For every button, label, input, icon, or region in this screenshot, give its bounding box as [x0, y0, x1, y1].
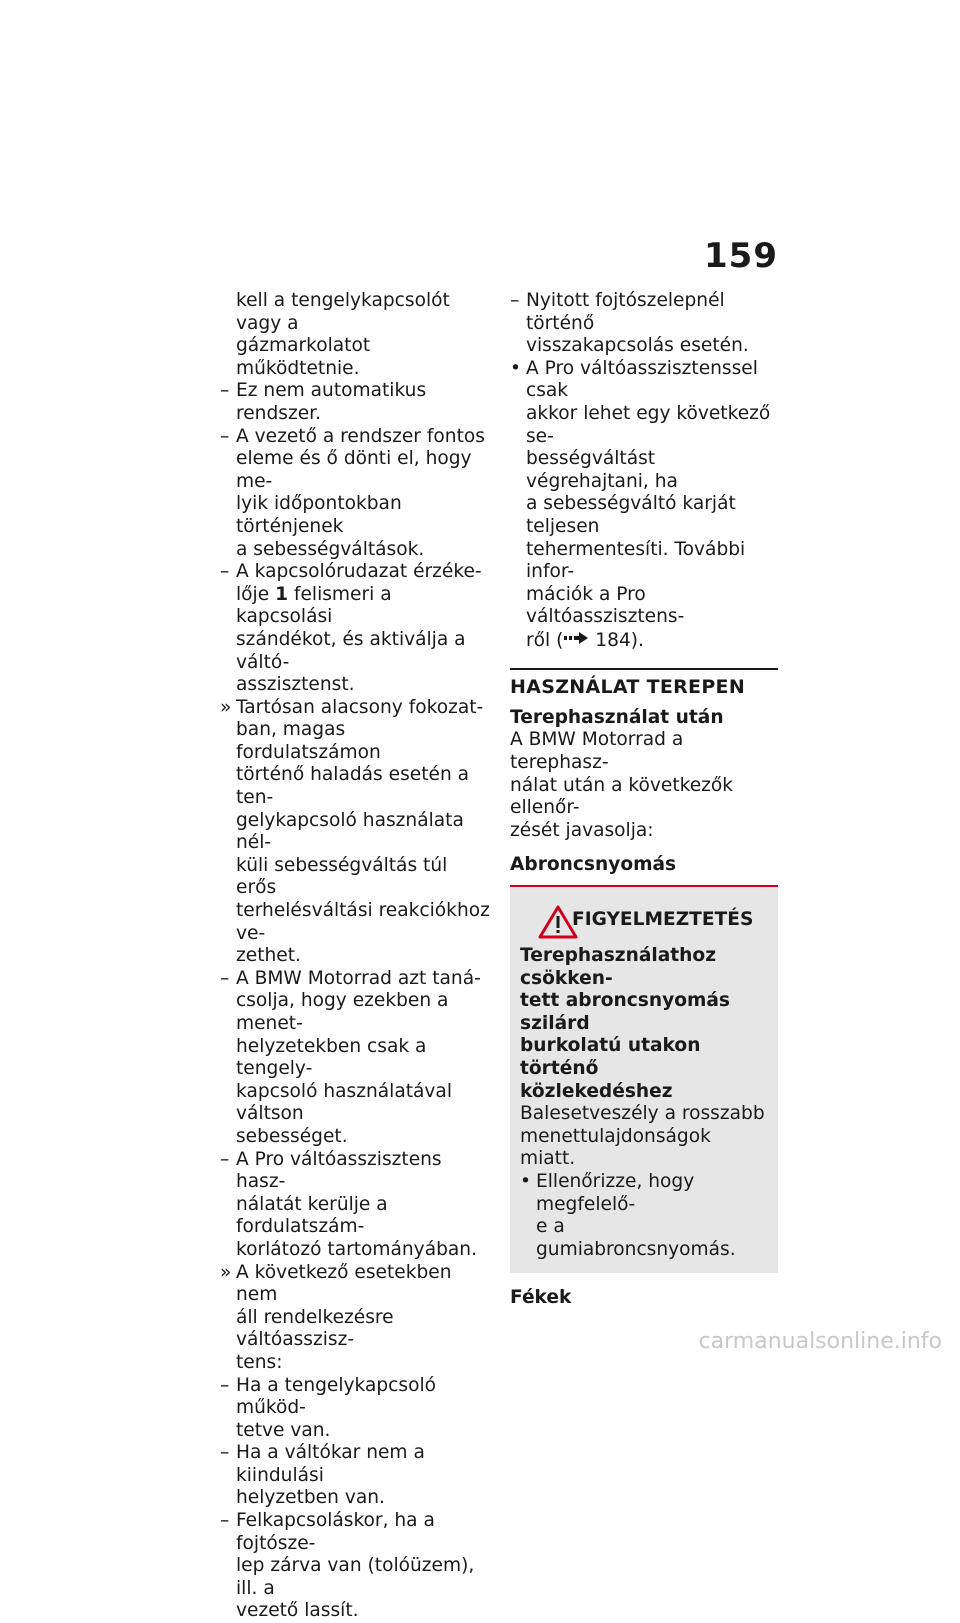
text-line: A BMW Motorrad a terephasz-	[510, 729, 684, 774]
text-line: lep zárva van (tolóüzem), ill. a	[236, 1555, 475, 1599]
text-line: Ez nem automatikus rendszer.	[236, 380, 427, 424]
list-marker: –	[220, 1510, 230, 1532]
list-marker: •	[510, 357, 521, 379]
text-line: tehermentesíti. További infor-	[526, 538, 746, 583]
text-line: terhelésváltási reakciókhoz ve-	[236, 900, 490, 944]
list-marker: –	[220, 1148, 230, 1170]
arrow-right-icon[interactable]	[563, 629, 589, 652]
text-line: mációk a Pro váltóasszisztens-	[526, 583, 685, 628]
text-line: zethet.	[236, 945, 301, 967]
text-line: történő haladás esetén a ten-	[236, 764, 470, 809]
text-line: A következő esetekben nem	[236, 1261, 452, 1306]
text-line: ban, magas fordulatszámon	[236, 719, 381, 763]
list-item	[220, 561, 492, 697]
text-line: gelykapcsoló használata nél-	[236, 809, 464, 854]
subhead-offroad: Terephasználat után	[510, 706, 724, 728]
text-line: Ha a váltókar nem a kiindulási	[236, 1442, 425, 1486]
text-line: kell a tengelykapcsolót vagy a	[236, 290, 450, 334]
list-item	[220, 1442, 492, 1510]
text-line: vezető lassít.	[236, 1600, 359, 1622]
list-marker: –	[510, 290, 520, 311]
offroad-paragraph	[510, 729, 778, 842]
text-line: sebességet.	[236, 1125, 348, 1147]
text-line: gázmarkolatot működtetnie.	[236, 335, 371, 379]
text-line: Felkapcsoláskor, ha a fojtósze-	[236, 1510, 435, 1554]
list-marker: –	[220, 380, 230, 402]
list-item	[220, 1149, 492, 1262]
text-line: tetve van.	[236, 1419, 331, 1441]
text-line: e a gumiabroncsnyomás.	[536, 1216, 736, 1260]
text-line: A vezető a rendszer fontos	[236, 425, 485, 447]
subhead-brakes: Fékek	[510, 1287, 572, 1309]
list-item	[220, 290, 492, 380]
list-item	[220, 1262, 492, 1375]
text-line: A BMW Motorrad azt taná-	[236, 967, 481, 989]
text-line: a sebességváltások.	[236, 538, 425, 560]
warning-title: FIGYELMEZTETÉS	[572, 909, 754, 931]
warning-bullet	[520, 1171, 768, 1261]
text-line: a sebességváltó karját teljesen	[526, 493, 736, 537]
text-line: bességváltást végrehajtani, ha	[526, 448, 678, 492]
list-marker: –	[220, 561, 230, 583]
text-line: tens:	[236, 1351, 283, 1373]
text-line: eleme és ő dönti el, hogy me-	[236, 448, 472, 492]
list-marker: –	[220, 1442, 230, 1464]
text-line: tett abroncsnyomás szilárd	[520, 990, 730, 1034]
text-line: Nyitott fojtószelepnél történő	[526, 290, 725, 334]
text-line: Tartósan alacsony fokozat-	[236, 696, 484, 718]
text-line: akkor lehet egy következő se-	[526, 402, 771, 447]
reference-page: 184).	[595, 629, 644, 651]
text-line: burkolatú utakon történő	[520, 1035, 701, 1080]
warning-header	[520, 901, 768, 941]
warning-bold-text	[520, 945, 768, 1103]
text-line: A Pro váltóasszisztenssel csak	[526, 357, 758, 402]
text-line: Terephasználathoz csökken-	[520, 945, 717, 989]
list-item	[510, 358, 778, 629]
text-line: nálatát kerülje a fordulatszám-	[236, 1193, 388, 1238]
list-item	[220, 1510, 492, 1623]
text-line: nálat után a következők ellenőr-	[510, 774, 734, 819]
list-marker: –	[220, 1374, 230, 1396]
text-line: korlátozó tartományában.	[236, 1238, 477, 1260]
text-line: helyzetekben csak a tengely-	[236, 1035, 427, 1080]
warning-box	[510, 885, 778, 1273]
list-marker: »	[220, 696, 232, 718]
text-line: A Pro váltóasszisztens hasz-	[236, 1148, 442, 1193]
text-line: lője 1 felismeri a kapcsolási	[236, 583, 392, 628]
subhead-tyre-pressure: Abroncsnyomás	[510, 854, 677, 876]
text-line: helyzetben van.	[236, 1487, 385, 1509]
list-marker: –	[220, 967, 230, 989]
right-column	[510, 290, 778, 1310]
text-line: küli sebességváltás túl erős	[236, 854, 448, 899]
list-item	[220, 697, 492, 968]
text-line: közlekedéshez	[520, 1080, 673, 1102]
list-item	[220, 380, 492, 425]
text-line: Ha a tengelykapcsoló működ-	[236, 1374, 436, 1419]
warning-body-text	[520, 1103, 768, 1171]
bullet-marker: •	[520, 1170, 531, 1192]
text-line: Balesetveszély a rosszabb	[520, 1103, 765, 1125]
reference-line	[510, 629, 778, 652]
text-line: A kapcsolórudazat érzéke-	[236, 561, 482, 583]
text-line: áll rendelkezésre váltóasszisz-	[236, 1306, 394, 1351]
list-marker: »	[220, 1261, 232, 1283]
text-line: kapcsoló használatával váltson	[236, 1080, 452, 1125]
list-item	[510, 290, 778, 358]
list-marker: –	[220, 425, 230, 447]
text-line: lyik időpontokban történjenek	[236, 493, 402, 537]
text-line: asszisztenst.	[236, 674, 355, 696]
list-item	[220, 1375, 492, 1443]
watermark: carmanualsonline.info	[698, 1329, 942, 1354]
reference-prefix: ről (	[526, 629, 564, 651]
text-line: szándékot, és aktiválja a váltó-	[236, 628, 466, 673]
text-line: menettulajdonságok miatt.	[520, 1125, 711, 1170]
text-line: Ellenőrizze, hogy megfelelő-	[536, 1170, 695, 1215]
text-line: csolja, hogy ezekben a menet-	[236, 990, 449, 1034]
left-column	[220, 290, 492, 1623]
text-line: visszakapcsolás esetén.	[526, 335, 749, 357]
right-top-list	[510, 290, 778, 629]
list-item	[220, 426, 492, 562]
section-title: HASZNÁLAT TEREPEN	[510, 668, 778, 699]
text-line: zését javasolja:	[510, 819, 654, 841]
page-number: 159	[704, 236, 778, 276]
list-item	[220, 968, 492, 1149]
